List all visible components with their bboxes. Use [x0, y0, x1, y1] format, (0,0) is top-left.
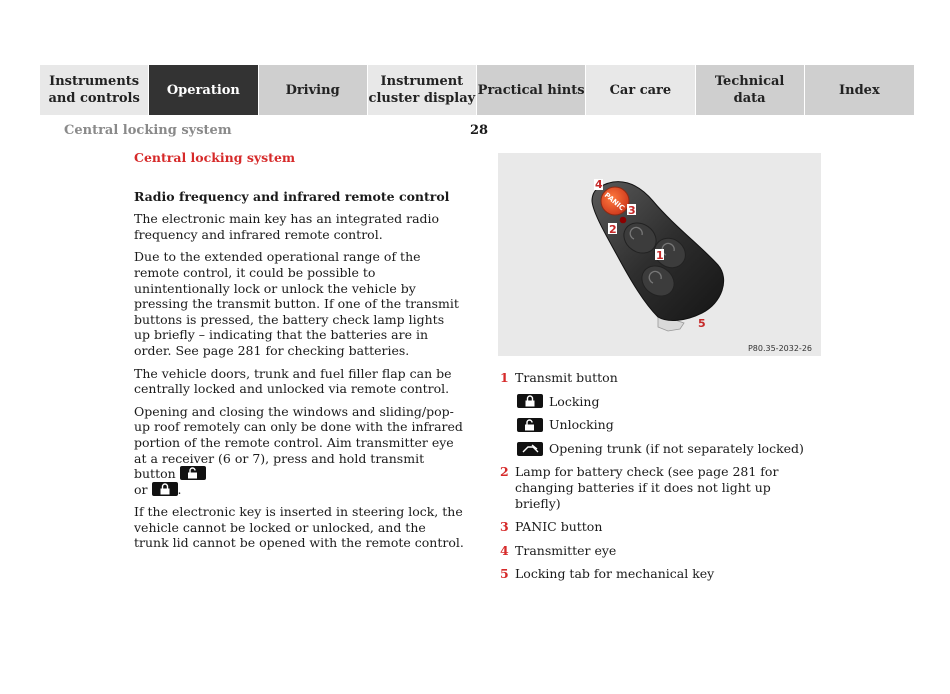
- paragraph-end-period: .: [177, 481, 182, 497]
- paragraph-range-warning: Due to the extended operational range of the remote control, it could be possible to unintentionally lock or unlock the vehicle by pressing the transmit button. If one of the transmit buttons is pressed, the battery check lamp lights up briefly – indicating that the batteries are in order. See page 281 for checking batteries.: [134, 249, 459, 358]
- legend-sub-text: Opening trunk (if not separately locked): [549, 440, 804, 456]
- legend-number: 4: [500, 542, 509, 558]
- legend-sub-item: [517, 441, 820, 457]
- tab-label: Index: [839, 82, 880, 98]
- legend-text: Lamp for battery check (see page 281 for changing batteries if it does not light up briefly): [515, 464, 779, 511]
- tab-label-line1: Instruments: [49, 74, 140, 89]
- key-fob-icon: [498, 153, 821, 356]
- tab-practical-hints[interactable]: [477, 65, 586, 115]
- paragraph-or: or: [134, 481, 148, 497]
- legend-number: 1: [500, 370, 509, 385]
- lock-icon: [152, 482, 178, 496]
- tab-label: Car care: [609, 82, 672, 98]
- legend-item: [500, 370, 820, 386]
- chapter-nav: [40, 65, 914, 115]
- callout-1: 1: [656, 249, 664, 262]
- legend-item: [500, 543, 820, 559]
- tab-car-care[interactable]: [586, 65, 695, 115]
- legend-number: 3: [500, 519, 509, 535]
- key-illustration: [498, 153, 821, 356]
- callout-3: 3: [628, 204, 636, 217]
- legend-item: [500, 566, 820, 582]
- tab-label: Operation: [166, 82, 240, 98]
- legend: [500, 370, 820, 590]
- tab-label-line1: Technical: [714, 74, 785, 89]
- tab-label-line2: data: [733, 91, 766, 106]
- panic-label: PANIC: [602, 191, 626, 213]
- trunk-icon: [517, 442, 543, 456]
- callout-5: 5: [698, 317, 706, 330]
- legend-sub-text: Locking: [549, 393, 600, 409]
- tab-instrument-cluster-display[interactable]: [368, 65, 477, 115]
- legend-sub-item: [517, 394, 820, 410]
- subheading: Radio frequency and infrared remote control: [134, 188, 450, 204]
- tab-label: Practical hints: [477, 82, 585, 98]
- main-text-column: [134, 150, 464, 558]
- unlock-icon: [180, 466, 206, 480]
- page-number: 28: [470, 123, 489, 138]
- legend-number: 2: [500, 464, 509, 480]
- unlock-icon: [517, 418, 543, 432]
- callout-4: 4: [595, 178, 603, 191]
- tab-label-line2: cluster display: [368, 91, 476, 106]
- paragraph-steering-lock: If the electronic key is inserted in steering lock, the vehicle cannot be locked or unlocked, and the trunk lid cannot be opened with the remote control.: [134, 504, 464, 551]
- section-header: Central locking system: [64, 123, 232, 138]
- paragraph-windows-roof: [134, 404, 464, 498]
- figure-reference: P80.35-2032-26: [747, 344, 812, 353]
- tab-index[interactable]: [805, 65, 914, 115]
- tab-instruments-and-controls[interactable]: [40, 65, 149, 115]
- tab-label-line1: Instrument: [380, 74, 464, 89]
- tab-label: Driving: [285, 82, 340, 98]
- legend-item: [500, 519, 820, 535]
- tab-driving[interactable]: [259, 65, 368, 115]
- tab-operation[interactable]: [149, 65, 258, 115]
- tab-label-line2: and controls: [48, 91, 140, 106]
- legend-text: PANIC button: [515, 519, 603, 535]
- callout-2: 2: [609, 223, 617, 236]
- legend-sub-item: [517, 417, 820, 433]
- tab-technical-data[interactable]: [696, 65, 805, 115]
- legend-text: Transmit button: [515, 370, 618, 385]
- legend-item: [500, 464, 820, 511]
- legend-sub-text: Unlocking: [549, 417, 614, 433]
- paragraph-windows-text: Opening and closing the windows and sliding/pop-up roof remotely can only be done with the infrared portion of the remote control. Aim transmitter eye at a receiver (6 or 7), press and hold transmit button: [134, 403, 463, 482]
- paragraph-intro: The electronic main key has an integrated radio frequency and infrared remote control.: [134, 211, 440, 242]
- lock-icon: [517, 394, 543, 408]
- legend-text: Locking tab for mechanical key: [515, 566, 715, 582]
- paragraph-central-locking: The vehicle doors, trunk and fuel filler flap can be centrally locked and unlocked via remote control.: [134, 365, 452, 397]
- legend-number: 5: [500, 566, 509, 582]
- page-title: Central locking system: [134, 150, 296, 165]
- legend-text: Transmitter eye: [515, 542, 617, 558]
